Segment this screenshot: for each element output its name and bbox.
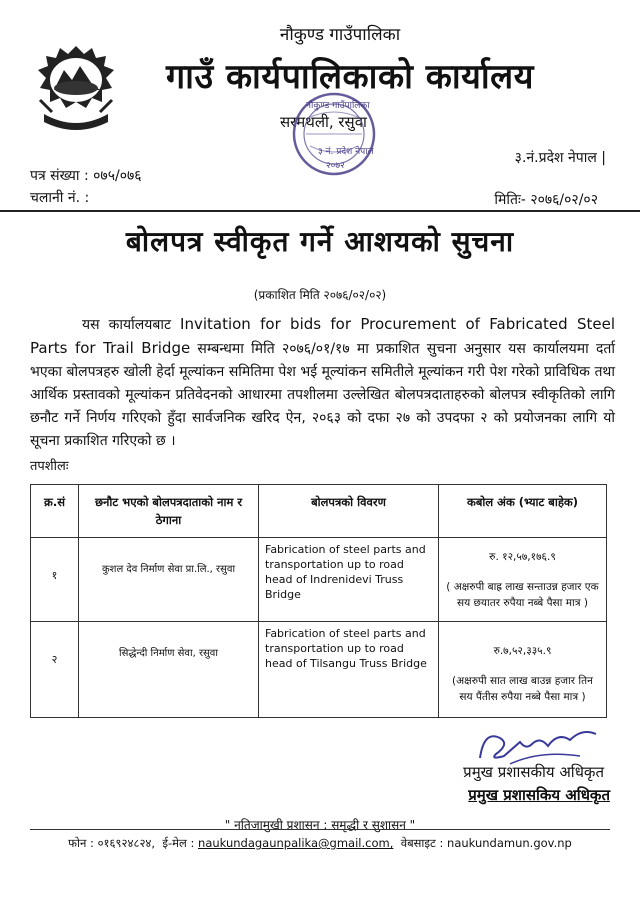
website-label: वेबसाइट : [400,836,444,850]
stamp-text-1: नौकुण्ड गाउँपालिका [306,101,370,111]
date-value: २०७६/०२/०२ [530,192,598,208]
office-title: गाउँ कार्यपालिकाको कार्यालय [166,57,534,97]
website-link[interactable]: naukundamun.gov.np [447,836,572,850]
notice-english-title: Invitation for bids for Procurement of Fabricated Steel Parts for Trail Bridge [30,315,616,357]
row-serial: २ [31,622,79,718]
letter-number-label: पत्र संख्या [30,168,80,184]
row-description: Fabrication of steel parts and transportation up to road head of Tilsangu Truss Bridge [259,622,439,718]
phone-number: ०१६९२४८२४, [97,836,156,850]
province-label: ३.नं.प्रदेश नेपाल | [514,150,606,166]
letter-number: पत्र संख्या : ०७५/०७६ [30,168,142,184]
table-row [31,622,607,718]
stamp-text-3: २०७२ [326,161,345,171]
table-row [31,538,607,622]
letter-date [494,190,598,209]
notice-body-text: सम्बन्धमा मिति २०७६/०१/१७ मा प्रकाशित सुचना अनुसार यस कार्यालयमा दर्ता भएका बोलपत्रहरु खोली हेर्दा मूल्यांकन समितिमा पेश भई मूल्यांकन समितीले मूल्यांकन गरी पेश गरेको प्राविधिक तथा आर्थिक प्रस्तावको मूल्यांकन प्रतिवेदनको आधारमा तपशीलमा उल्लेखित बोलपत्रदाताहरुको बोलपत्र स्वीकृतिको लागि छनौट गर्ने निर्णय गरिएको हुँदा सार्वजनिक खरिद ऐन, २०६३ को दफा २७ को उपदफा २ को प्रयोजनका लागि यो सूचना प्रकाशित गरिएको छ । [30,341,615,449]
col-serial: क्र.सं [31,485,79,538]
published-date: (प्रकाशित मिति २०७६/०२/०२) [253,288,387,302]
notice-body [30,313,615,453]
stamp-text-2: ३ नं. प्रदेश नेपाल [318,147,374,157]
office-address: सरमथली, रसुवा [280,113,367,131]
row-bidder: कुशल देव निर्माण सेवा प्रा.लि., रसुवा [79,538,259,622]
row-amount-cell [439,622,607,718]
row-amount: रु. १२,५७,१७६.९ [489,551,556,563]
notice-intro: यस कार्यालयबाट [82,317,171,333]
row-amount: रु.७,५२,३३५.९ [493,645,552,657]
officer-designation: प्रमुख प्रशासकीय अधिकृत [463,763,604,781]
email-label: ई-मेल : [162,836,195,850]
footer-divider [30,829,610,830]
dispatch-number-label: चलानी नं. [30,190,81,206]
phone-label: फोन : [68,836,94,850]
details-label: तपशीलः [30,459,69,474]
row-description: Fabrication of steel parts and transportation up to road head of Indrenidevi Truss Bridge [259,538,439,622]
email-link[interactable]: naukundagaunpalika@gmail.com, [198,836,394,850]
notice-title: बोलपत्र स्वीकृत गर्ने आशयको सुचना [125,225,515,258]
office-motto: " नतिजामुखी प्रशासन : समृद्धी र सुशासन " [224,818,416,832]
bids-table [30,484,607,718]
gaupalika-name: नौकुण्ड गाउँपालिका [279,25,401,45]
contact-footer [0,836,640,851]
col-description: बोलपत्रको विवरण [259,485,439,538]
row-amount-words: (अक्षरुपी सात लाख बाउन्न हजार तिन सय पैंतीस रुपैया नब्बे पैसा मात्र ) [452,675,593,703]
row-bidder: सिद्धेन्दी निर्माण सेवा, रसुवा [79,622,259,718]
officer-designation-stamp: प्रमुख प्रशासकिय अधिकृत [468,786,610,804]
row-amount-words: ( अक्षरुपी बाह्र लाख सन्ताउन्न हजार एक सय छयातर रुपैया नब्बे पैसा मात्र ) [446,581,599,609]
table-header-row [31,485,607,538]
col-amount: कबोल अंक (भ्याट बाहेक) [439,485,607,538]
date-label: मितिः- [494,192,526,208]
letter-number-value: ०७५/०७६ [93,168,142,184]
dispatch-number: चलानी नं. : [30,190,90,206]
col-bidder: छनौट भएको बोलपत्रदाताको नाम र ठेगाना [79,485,259,538]
row-amount-cell [439,538,607,622]
header-divider [0,210,640,212]
row-serial: १ [31,538,79,622]
